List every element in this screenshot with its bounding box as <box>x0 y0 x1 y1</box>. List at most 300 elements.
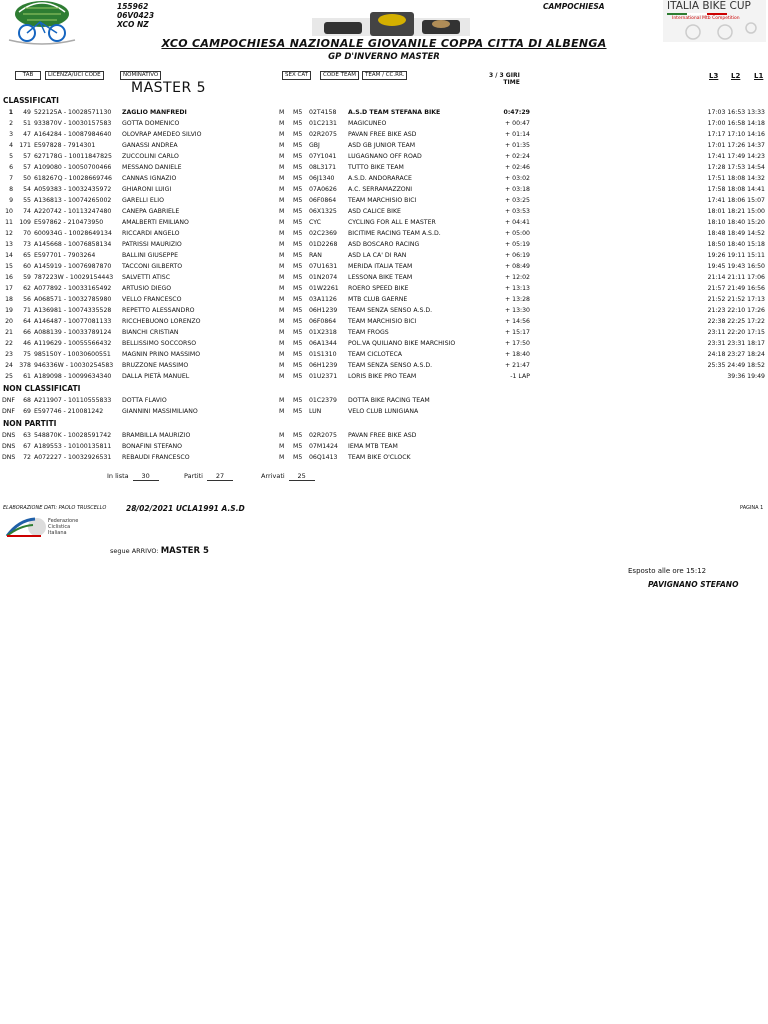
cell-cat: M5 <box>293 208 303 215</box>
cell-pos: 14 <box>5 252 13 259</box>
cell-team: MTB CLUB GAERNE <box>348 296 408 303</box>
cell-team: CYCLING FOR ALL E MASTER <box>348 219 436 226</box>
cell-time: + 00:47 <box>505 120 530 127</box>
cell-time: -1 LAP <box>510 373 530 380</box>
cell-cat: M5 <box>293 285 303 292</box>
cell-pos: 9 <box>9 197 13 204</box>
cell-team: LESSONA BIKE TEAM <box>348 274 413 281</box>
cell-team: BICITIME RACING TEAM A.S.D. <box>348 230 441 237</box>
cell-bib: 50 <box>23 175 31 182</box>
cell-time: + 03:18 <box>505 186 530 193</box>
cell-sex: M <box>279 351 285 358</box>
cell-pos: 7 <box>9 175 13 182</box>
cell-lic: E597746 - 210081242 <box>34 408 104 415</box>
cell-lic: 548870K - 10028591742 <box>34 432 112 439</box>
col-licence: LICENZA/UCI CODE <box>45 71 104 80</box>
cell-time: + 13:13 <box>505 285 530 292</box>
cell-cat: M5 <box>293 432 303 439</box>
result-row <box>0 195 768 206</box>
cell-bib: 55 <box>23 197 31 204</box>
fci-logo <box>5 516 47 538</box>
cell-lic: A136981 - 10074335528 <box>34 307 112 314</box>
cell-laps: 18:48 18:49 14:52 <box>707 230 765 237</box>
cell-name: GHIARONI LUIGI <box>122 186 172 193</box>
cell-pos: 20 <box>5 318 13 325</box>
cell-name: BELLISSIMO SOCCORSO <box>122 340 197 347</box>
cell-lic: A145668 - 10076858134 <box>34 241 112 248</box>
cell-laps: 21:52 21:52 17:13 <box>707 296 765 303</box>
cell-code: 06H1239 <box>309 362 338 369</box>
cell-laps: 25:35 24:49 18:52 <box>707 362 765 369</box>
cell-code: 07Y1041 <box>309 153 337 160</box>
cell-bib: 46 <box>23 340 31 347</box>
cell-sex: M <box>279 454 285 461</box>
cell-cat: M5 <box>293 329 303 336</box>
cell-sex: M <box>279 340 285 347</box>
cell-cat: M5 <box>293 197 303 204</box>
cell-team: ASD LA CA' DI RAN <box>348 252 407 259</box>
cell-lic: A059383 - 10032435972 <box>34 186 112 193</box>
cell-cat: M5 <box>293 373 303 380</box>
result-row <box>0 118 768 129</box>
cell-team: ROERO SPEED BIKE <box>348 285 409 292</box>
cell-name: MESSANO DANIELE <box>122 164 182 171</box>
race-code-line: 155962 <box>117 2 149 11</box>
cell-sex: M <box>279 219 285 226</box>
cell-cat: M5 <box>293 362 303 369</box>
cell-code: 02R2075 <box>309 432 337 439</box>
cell-pos: DNF <box>2 397 15 404</box>
cell-pos: DNS <box>2 432 16 439</box>
cell-cat: M5 <box>293 186 303 193</box>
cell-sex: M <box>279 241 285 248</box>
cell-lic: 627178G - 10011847825 <box>34 153 112 160</box>
cell-team: POL.VA QUILIANO BIKE MARCHISIO <box>348 340 456 347</box>
cell-name: DALLA PIETÀ MANUEL <box>122 373 190 380</box>
cell-bib: 51 <box>23 120 31 127</box>
cell-sex: M <box>279 263 285 270</box>
cell-team: MAGICUNEO <box>348 120 387 127</box>
result-row <box>0 162 768 173</box>
cell-cat: M5 <box>293 230 303 237</box>
cell-bib: 70 <box>23 230 31 237</box>
cell-cat: M5 <box>293 241 303 248</box>
cell-bib: 66 <box>23 329 31 336</box>
cell-sex: M <box>279 252 285 259</box>
cell-team: TEAM FROGS <box>348 329 389 336</box>
cell-lic: 946336W - 10030254583 <box>34 362 114 369</box>
cell-pos: 18 <box>5 296 13 303</box>
cell-name: BRAMBILLA MAURIZIO <box>122 432 191 439</box>
cell-name: OLOVRAP AMEDEO SILVIO <box>122 131 202 138</box>
cell-name: RICCHEBUONO LORENZO <box>122 318 201 325</box>
cell-pos: 13 <box>5 241 13 248</box>
cell-code: LUN <box>309 408 322 415</box>
cell-sex: M <box>279 175 285 182</box>
cell-lic: A189553 - 10100135811 <box>34 443 112 450</box>
cell-pos: 16 <box>5 274 13 281</box>
result-row <box>0 441 768 452</box>
cell-name: GANASSI ANDREA <box>122 142 178 149</box>
cell-sex: M <box>279 142 285 149</box>
next-category: MASTER 5 <box>160 546 209 556</box>
cell-lic: E597862 - 210473950 <box>34 219 104 226</box>
cell-name: BRUZZONE MASSIMO <box>122 362 189 369</box>
cell-code: 01X2318 <box>309 329 337 336</box>
cell-pos: 10 <box>5 208 13 215</box>
result-row <box>0 184 768 195</box>
cell-name: ZAGLIO MANFREDI <box>122 109 187 116</box>
cell-team: VELO CLUB LUNIGIANA <box>348 408 419 415</box>
cell-laps: 19:26 19:11 15:11 <box>707 252 765 259</box>
cell-team: ASD GB JUNIOR TEAM <box>348 142 416 149</box>
result-row <box>0 305 768 316</box>
cell-team: LORIS BIKE PRO TEAM <box>348 373 417 380</box>
cell-bib: 49 <box>23 109 31 116</box>
laps-info <box>489 72 520 86</box>
cell-sex: M <box>279 318 285 325</box>
cell-code: 06F0864 <box>309 197 337 204</box>
cell-cat: M5 <box>293 263 303 270</box>
cell-lic: A109080 - 10050700466 <box>34 164 112 171</box>
judge-name: PAVIGNANO STEFANO <box>648 580 739 589</box>
date-organizer: 28/02/2021 UCLA1991 A.S.D <box>126 504 245 513</box>
cell-laps: 23:11 22:20 17:15 <box>707 329 765 336</box>
fci-line: Ciclistica <box>48 524 71 530</box>
cell-cat: M5 <box>293 340 303 347</box>
ibc-logo-text: ITALIA BIKE CUP <box>667 0 751 12</box>
cell-bib: 69 <box>23 408 31 415</box>
cell-team: DOTTA BIKE RACING TEAM <box>348 397 430 404</box>
cell-code: 02R2075 <box>309 131 337 138</box>
in-list-value: 30 <box>133 472 159 481</box>
arrived-value: 25 <box>289 472 315 481</box>
result-row <box>0 406 768 417</box>
cell-pos: 8 <box>9 186 13 193</box>
fci-logo-text <box>48 518 78 536</box>
result-row <box>0 371 768 382</box>
section-not-classified: NON CLASSIFICATI <box>3 384 81 393</box>
cell-sex: M <box>279 164 285 171</box>
cell-cat: M5 <box>293 274 303 281</box>
cell-sex: M <box>279 153 285 160</box>
cell-bib: 64 <box>23 318 31 325</box>
cell-sex: M <box>279 120 285 127</box>
cell-lic: A119629 - 10055566432 <box>34 340 112 347</box>
cell-time: + 06:19 <box>505 252 530 259</box>
cell-name: CANNAS IGNAZIO <box>122 175 177 182</box>
cell-bib: 61 <box>23 373 31 380</box>
cell-bib: 72 <box>23 454 31 461</box>
fci-line: Italiana <box>48 530 67 536</box>
cell-code: 07U1631 <box>309 263 338 270</box>
cell-bib: 71 <box>23 307 31 314</box>
next-label: segue ARRIVO: <box>110 547 159 555</box>
cell-time: + 05:00 <box>505 230 530 237</box>
col-sex-cat: SEX CAT <box>282 71 311 80</box>
cell-cat: M5 <box>293 219 303 226</box>
result-row <box>0 206 768 217</box>
cell-time: + 12:02 <box>505 274 530 281</box>
result-row <box>0 283 768 294</box>
cell-time: 0:47:29 <box>503 109 530 116</box>
cell-pos: 22 <box>5 340 13 347</box>
in-list-label: In lista <box>107 472 129 480</box>
result-row <box>0 360 768 371</box>
cell-sex: M <box>279 285 285 292</box>
cell-time: + 18:40 <box>505 351 530 358</box>
col-team: TEAM / CC.RR. <box>362 71 407 80</box>
cell-code: 01C2379 <box>309 397 337 404</box>
cell-pos: 1 <box>8 109 13 116</box>
cell-time: + 02:46 <box>505 164 530 171</box>
cell-bib: 68 <box>23 397 31 404</box>
cell-laps: 18:01 18:21 15:00 <box>707 208 765 215</box>
result-row <box>0 140 768 151</box>
cell-name: REPETTO ALESSANDRO <box>122 307 195 314</box>
race-location: CAMPOCHIESA <box>543 2 605 11</box>
trophy-image <box>312 8 470 36</box>
laps-count: 3 / 3 GIRI <box>489 72 520 79</box>
cell-laps: 24:18 23:27 18:24 <box>707 351 765 358</box>
arrived-label: Arrivati <box>261 472 285 480</box>
cell-name: GARELLI ELIO <box>122 197 164 204</box>
cell-cat: M5 <box>293 454 303 461</box>
cell-laps: 21:23 22:10 17:26 <box>707 307 765 314</box>
cell-sex: M <box>279 208 285 215</box>
cell-cat: M5 <box>293 307 303 314</box>
cell-time: + 14:56 <box>505 318 530 325</box>
next-arrival <box>110 546 209 556</box>
cell-laps: 21:57 21:49 16:56 <box>707 285 765 292</box>
cell-code: 02T4158 <box>309 109 337 116</box>
cell-cat: M5 <box>293 296 303 303</box>
cell-code: 07M1424 <box>309 443 338 450</box>
result-row <box>0 250 768 261</box>
result-row <box>0 395 768 406</box>
cell-code: 06X1325 <box>309 208 337 215</box>
cell-team: PAVAN FREE BIKE ASD <box>348 131 417 138</box>
cell-cat: M5 <box>293 109 303 116</box>
result-row <box>0 217 768 228</box>
fci-line: Federazione <box>48 518 79 524</box>
cell-cat: M5 <box>293 397 303 404</box>
cell-name: BIANCHI CRISTIAN <box>122 329 179 336</box>
cell-lic: 933870V - 10030157583 <box>34 120 112 127</box>
cell-bib: 65 <box>23 252 31 259</box>
started-value: 27 <box>207 472 233 481</box>
cell-cat: M5 <box>293 408 303 415</box>
cell-team: TEAM MARCHISIO BICI <box>348 318 417 325</box>
cell-laps: 39:36 19:49 <box>727 373 765 380</box>
ibc-logo-subtitle: International Mtb Competition <box>672 16 740 21</box>
cell-name: ARTUSIO DIEGO <box>122 285 172 292</box>
cell-bib: 60 <box>23 263 31 270</box>
cell-cat: M5 <box>293 164 303 171</box>
cell-sex: M <box>279 197 285 204</box>
section-classified: CLASSIFICATI <box>3 96 59 105</box>
result-row <box>0 107 768 118</box>
cell-code: 06Q1413 <box>309 454 338 461</box>
cell-time: + 13:30 <box>505 307 530 314</box>
cell-code: 07A0626 <box>309 186 337 193</box>
cell-lic: 985150Y - 10030600551 <box>34 351 111 358</box>
cell-sex: M <box>279 186 285 193</box>
cell-cat: M5 <box>293 318 303 325</box>
col-name: NOMINATIVO <box>120 71 161 80</box>
cell-pos: 2 <box>9 120 13 127</box>
cell-laps: 17:28 17:53 14:54 <box>707 164 765 171</box>
cell-sex: M <box>279 432 285 439</box>
cell-code: 01S1310 <box>309 351 337 358</box>
cell-sex: M <box>279 397 285 404</box>
cell-laps: 17:41 17:49 14:23 <box>707 153 765 160</box>
section-not-started: NON PARTITI <box>3 419 57 428</box>
cell-lic: 522125A - 10028571130 <box>34 109 112 116</box>
result-row <box>0 129 768 140</box>
cell-pos: DNF <box>2 408 15 415</box>
cell-laps: 17:01 17:26 14:37 <box>707 142 765 149</box>
cell-pos: 17 <box>5 285 13 292</box>
cell-code: 06A1344 <box>309 340 337 347</box>
cell-team: A.S.D. ANDORARACE <box>348 175 412 182</box>
cell-sex: M <box>279 408 285 415</box>
cell-bib: 73 <box>23 241 31 248</box>
cell-name: VELLO FRANCESCO <box>122 296 182 303</box>
lap1-header: L1 <box>754 72 764 80</box>
cell-code: 01C2131 <box>309 120 337 127</box>
race-code-line: 06V0423 <box>117 11 155 20</box>
cell-laps: 22:38 22:25 17:22 <box>707 318 765 325</box>
cell-name: DOTTA FLAVIO <box>122 397 167 404</box>
cell-lic: A072227 - 10032926531 <box>34 454 112 461</box>
race-subtitle: GP D'INVERNO MASTER <box>328 52 440 62</box>
cell-lic: A077892 - 10033165492 <box>34 285 112 292</box>
cell-time: + 03:02 <box>505 175 530 182</box>
cell-lic: A189098 - 10099634340 <box>34 373 112 380</box>
cell-team: TEAM SENZA SENSO A.S.D. <box>348 362 433 369</box>
cell-code: 06J1340 <box>309 175 335 182</box>
result-row <box>0 261 768 272</box>
posted-time: Esposto alle ore 15:12 <box>628 567 707 575</box>
result-row <box>0 151 768 162</box>
cell-name: ZUCCOLINI CARLO <box>122 153 179 160</box>
cell-sex: M <box>279 329 285 336</box>
cell-team: IEMA MTB TEAM <box>348 443 398 450</box>
cell-laps: 17:00 16:58 14:18 <box>707 120 765 127</box>
summary-started <box>184 472 233 481</box>
cell-bib: 63 <box>23 432 31 439</box>
category-title: MASTER 5 <box>131 80 207 96</box>
page-number: PAGINA 1 <box>740 505 764 511</box>
result-row <box>0 349 768 360</box>
cell-lic: E597701 - 7903264 <box>34 252 96 259</box>
cell-laps: 17:51 18:08 14:32 <box>707 175 765 182</box>
cell-pos: 19 <box>5 307 13 314</box>
cell-team: PAVAN FREE BIKE ASD <box>348 432 417 439</box>
time-header: TIME <box>503 79 520 86</box>
cell-lic: A136813 - 10074265002 <box>34 197 112 204</box>
cell-lic: A068571 - 10032785980 <box>34 296 112 303</box>
cell-cat: M5 <box>293 175 303 182</box>
cell-sex: M <box>279 109 285 116</box>
cell-laps: 18:50 18:40 15:18 <box>707 241 765 248</box>
result-row <box>0 316 768 327</box>
cell-pos: 24 <box>5 362 13 369</box>
cell-name: REBAUDI FRANCESCO <box>122 454 190 461</box>
cell-bib: 378 <box>19 362 31 369</box>
cell-code: 01U2371 <box>309 373 338 380</box>
cell-pos: 5 <box>9 153 13 160</box>
cell-team: TEAM CICLOTECA <box>348 351 403 358</box>
cell-laps: 23:31 23:31 18:17 <box>707 340 765 347</box>
cell-lic: A146487 - 10077081133 <box>34 318 112 325</box>
cell-cat: M5 <box>293 131 303 138</box>
cell-code: 01N2074 <box>309 274 338 281</box>
cell-name: TACCONI GILBERTO <box>122 263 183 270</box>
cell-cat: M5 <box>293 120 303 127</box>
result-row <box>0 272 768 283</box>
cell-pos: 11 <box>5 219 13 226</box>
result-row <box>0 452 768 463</box>
cell-name: RICCARDI ANGELO <box>122 230 180 237</box>
cell-laps: 19:45 19:43 16:50 <box>707 263 765 270</box>
cell-name: GOTTA DOMENICO <box>122 120 180 127</box>
cell-laps: 17:58 18:08 14:41 <box>707 186 765 193</box>
cell-pos: DNS <box>2 443 16 450</box>
cell-laps: 18:10 18:40 15:20 <box>707 219 765 226</box>
cell-name: BONAFINI STEFANO <box>122 443 183 450</box>
cell-pos: 25 <box>5 373 13 380</box>
cell-sex: M <box>279 362 285 369</box>
cell-sex: M <box>279 307 285 314</box>
cell-cat: M5 <box>293 443 303 450</box>
result-row <box>0 228 768 239</box>
cell-team: LUGAGNANO OFF ROAD <box>348 153 422 160</box>
cell-bib: 59 <box>23 274 31 281</box>
cell-team: TEAM BIKE O'CLOCK <box>348 454 411 461</box>
cell-code: GBJ <box>309 142 320 149</box>
cell-lic: A088139 - 10033789124 <box>34 329 112 336</box>
cell-pos: 23 <box>5 351 13 358</box>
cell-laps: 17:03 16:53 13:33 <box>707 109 765 116</box>
cell-team: ASD CALICE BIKE <box>348 208 401 215</box>
cell-time: + 08:49 <box>505 263 530 270</box>
cell-code: RAN <box>309 252 322 259</box>
cell-name: BALLINI GIUSEPPE <box>122 252 178 259</box>
cell-time: + 03:53 <box>505 208 530 215</box>
cell-cat: M5 <box>293 142 303 149</box>
cell-cat: M5 <box>293 153 303 160</box>
cell-lic: E597828 - 7914301 <box>34 142 96 149</box>
cell-time: + 15:17 <box>505 329 530 336</box>
cell-name: PATRISSI MAURIZIO <box>122 241 182 248</box>
race-code-block <box>117 2 154 29</box>
cell-name: GIANNINI MASSIMILIANO <box>122 408 198 415</box>
cell-team: ASD BOSCARO RACING <box>348 241 420 248</box>
cell-pos: 12 <box>5 230 13 237</box>
cell-name: CANEPA GABRIELE <box>122 208 180 215</box>
started-label: Partiti <box>184 472 203 480</box>
cell-laps: 21:14 21:11 17:06 <box>707 274 765 281</box>
cell-time: + 17:50 <box>505 340 530 347</box>
lap2-header: L2 <box>731 72 741 80</box>
cell-time: + 01:14 <box>505 131 530 138</box>
cell-time: + 05:19 <box>505 241 530 248</box>
cell-bib: 54 <box>23 186 31 193</box>
cell-cat: M5 <box>293 351 303 358</box>
result-row <box>0 239 768 250</box>
